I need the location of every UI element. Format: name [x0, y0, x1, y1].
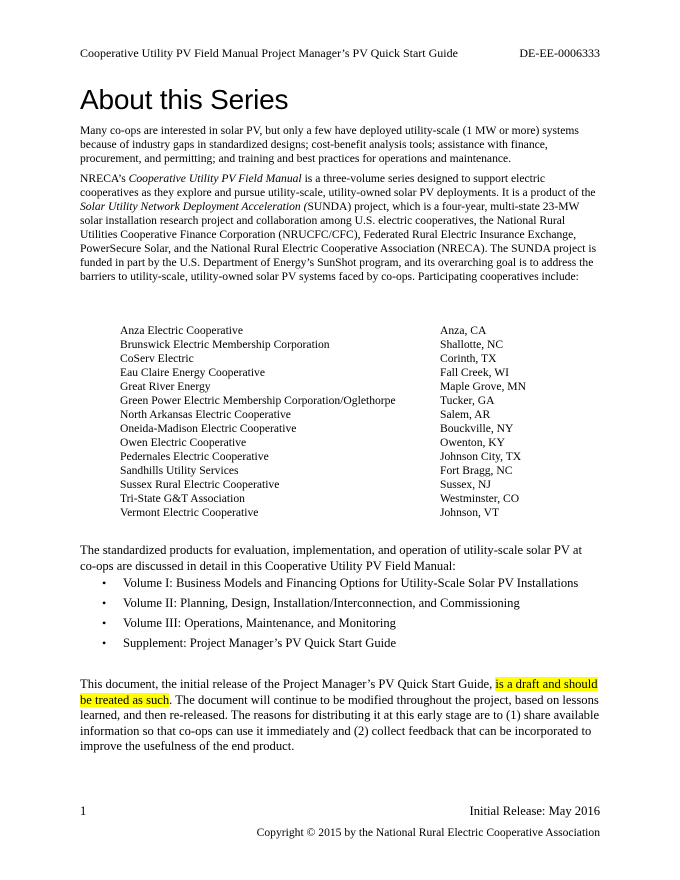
volume-label: Volume III: Operations, Maintenance, and Monitoring [123, 616, 396, 630]
manual-title-italic: Cooperative Utility PV Field Manual [128, 172, 302, 185]
cooperative-row [120, 422, 600, 436]
intro-paragraph: Many co-ops are interested in solar PV, but only a few have deployed utility-scale (1 MW or more) systems because of industry gaps in standardized designs; cost-benefit analysis tools; assistance with finance, procurement, and permitting; and training and best practices for operations and maintenance. [80, 124, 579, 165]
cooperative-name: Tri-State G&T Association [120, 492, 245, 505]
cooperative-location: Corinth, TX [440, 352, 497, 365]
cooperative-location: Tucker, GA [440, 394, 495, 407]
draft-notice-paragraph [80, 677, 600, 755]
cooperative-name: Oneida-Madison Electric Cooperative [120, 422, 297, 435]
cooperative-row [120, 492, 600, 506]
cooperative-name: Eau Claire Energy Cooperative [120, 366, 265, 379]
volume-label: Supplement: Project Manager’s PV Quick Start Guide [123, 636, 397, 650]
volume-list-item [100, 614, 580, 632]
cooperative-location: Westminster, CO [440, 492, 520, 505]
running-header [80, 46, 600, 61]
cooperative-row [120, 450, 600, 464]
cooperative-row [120, 436, 600, 450]
release-label: Initial Release: May 2016 [469, 804, 600, 818]
cooperative-location: Johnson City, TX [440, 450, 522, 463]
volume-list-item [100, 574, 580, 592]
draft-text-after: . The document will continue to be modified throughout the project, based on lessons learned, and then re-released. The reasons for distributing it at this early stage are to (1) share available information so that co-ops can use it immediately and (2) collect feedback that can be incorporated to improve the usefulness of the end product. [80, 692, 600, 753]
cooperative-row [120, 478, 600, 492]
cooperative-row [120, 380, 600, 394]
page-number: 1 [80, 804, 87, 818]
products-paragraph: The standardized products for evaluation, implementation, and operation of utility-scale solar PV at co-ops are discussed in detail in this Cooperative Utility PV Field Manual: [80, 543, 582, 573]
volume-label: Volume I: Business Models and Financing Options for Utility-Scale Solar PV Installations [123, 576, 579, 590]
page-title: About this Series [80, 84, 289, 115]
cooperative-row [120, 366, 600, 380]
cooperative-name: CoServ Electric [120, 352, 194, 365]
header-title: Cooperative Utility PV Field Manual Project Manager’s PV Quick Start Guide [80, 46, 458, 60]
volume-list-item [100, 594, 580, 612]
cooperative-name: Vermont Electric Cooperative [120, 506, 259, 519]
volume-label: Volume II: Planning, Design, Installation/Interconnection, and Commissioning [123, 596, 520, 610]
series-text-2: is a three-volume series designed to support electric cooperatives as they explore and pursue utility-scale, utility-owned solar PV deployments. It is a product of the [80, 172, 596, 199]
cooperatives-list [120, 324, 600, 520]
cooperative-location: Johnson, VT [440, 506, 500, 519]
volumes-list [100, 574, 580, 654]
cooperative-row [120, 338, 600, 352]
cooperative-row [120, 324, 600, 338]
cooperative-location: Fort Bragg, NC [440, 464, 513, 477]
cooperative-location: Owenton, KY [440, 436, 506, 449]
cooperative-name: Sandhills Utility Services [120, 464, 239, 477]
cooperative-location: Sussex, NJ [440, 478, 491, 491]
cooperative-row [120, 464, 600, 478]
cooperative-name: Great River Energy [120, 380, 211, 393]
cooperative-row [120, 506, 600, 520]
bullet-icon: • [102, 636, 107, 650]
header-doc-number: DE-EE-0006333 [519, 46, 600, 60]
cooperative-row [120, 394, 600, 408]
cooperative-name: Brunswick Electric Membership Corporation [120, 338, 330, 351]
draft-text-before: This document, the initial release of the Project Manager’s PV Quick Start Guide, [80, 677, 496, 691]
bullet-icon: • [102, 596, 107, 610]
sunda-title-italic: Solar Utility Network Deployment Acceleration ( [80, 200, 308, 213]
cooperative-location: Shallotte, NC [440, 338, 504, 351]
bullet-icon: • [102, 576, 107, 590]
cooperative-name: Green Power Electric Membership Corporation/Oglethorpe [120, 394, 396, 407]
cooperative-row [120, 352, 600, 366]
series-text-1: NRECA’s [80, 172, 129, 185]
cooperative-row [120, 408, 600, 422]
cooperative-name: North Arkansas Electric Cooperative [120, 408, 291, 421]
bullet-icon: • [102, 616, 107, 630]
cooperative-name: Anza Electric Cooperative [120, 324, 243, 337]
volume-list-item [100, 634, 580, 652]
series-text-3: SUNDA) project, which is a four-year, multi-state 23-MW solar installation research project and collaboration among U.S. electric cooperatives, the National Rural Utilities Cooperative Finance Corporation (NRUCFC/CFC), Federated Rural Electric Insurance Exchange, PowerSecure Solar, and the National Rural Electric Cooperative Association (NRECA). The SUNDA project is funded in part by the U.S. Department of Energy’s SunShot program, and its overarching goal is to address the barriers to utility-scale, utility-owned solar PV systems faced by co-ops. Participating cooperatives include: [80, 200, 597, 283]
draft-highlight: is a draft and should be treated as such [80, 677, 598, 707]
cooperative-location: Maple Grove, MN [440, 380, 526, 393]
cooperative-name: Sussex Rural Electric Cooperative [120, 478, 280, 491]
document-page [80, 0, 600, 880]
copyright-notice: Copyright © 2015 by the National Rural Electric Cooperative Association [256, 826, 600, 839]
cooperative-location: Fall Creek, WI [440, 366, 510, 379]
cooperative-location: Bouckville, NY [440, 422, 514, 435]
cooperative-location: Salem, AR [440, 408, 491, 421]
series-paragraph [80, 172, 600, 284]
cooperative-name: Pedernales Electric Cooperative [120, 450, 269, 463]
cooperative-name: Owen Electric Cooperative [120, 436, 247, 449]
cooperative-location: Anza, CA [440, 324, 487, 337]
